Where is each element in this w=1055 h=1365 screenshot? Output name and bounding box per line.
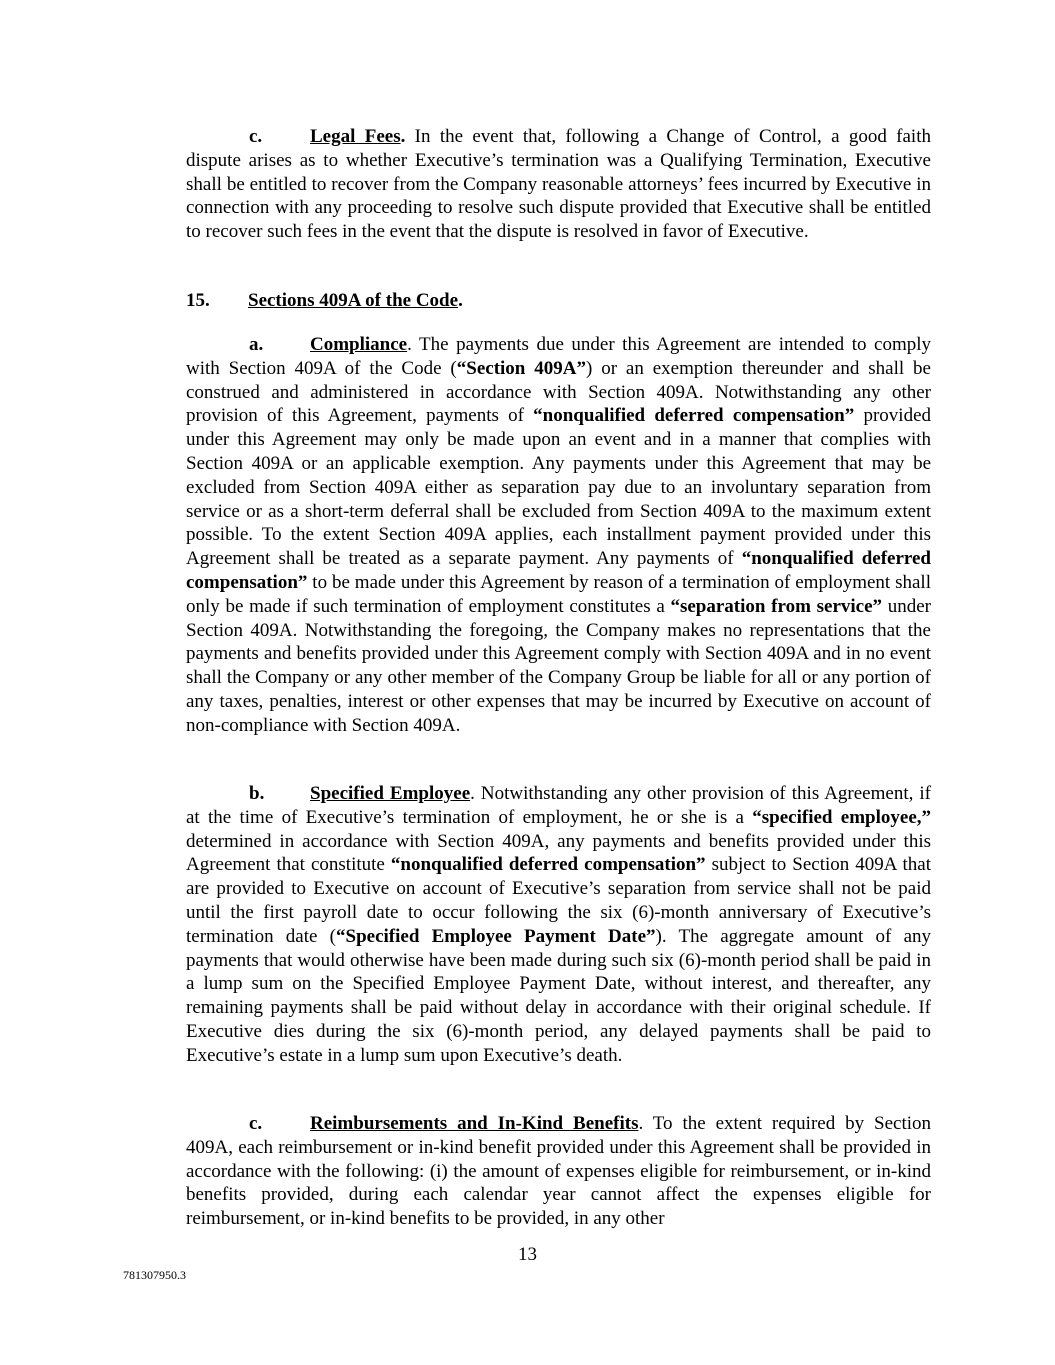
text-run: to be made under this Agreement by reason of a termination of employment shall only be made if such termination of employment constitutes a: [186, 571, 931, 617]
defined-term: “separation from service”: [670, 595, 883, 617]
section-title-period: .: [400, 126, 406, 147]
section-title: Compliance: [310, 334, 408, 355]
section-label: a.: [249, 334, 264, 355]
text-run: subject to Section 409A that are provided to Executive on account of Executive’s separation from service shall not be paid until the first payroll date to occur following the six (6)-month anniversary of Executive’s termination date (: [186, 854, 931, 947]
page-number: 13: [518, 1244, 537, 1265]
defined-term: “nonqualified deferred compensation”: [186, 548, 931, 593]
section-heading-period: .: [458, 290, 463, 311]
section-number: 15.: [186, 290, 210, 311]
defined-term: “Specified Employee Payment Date”: [336, 925, 656, 947]
text-run: provided under this Agreement may only be made upon an event and in a manner that complies with Section 409A or an applicable exemption. Any payments under this Agreement that may be excluded from Section 409A either as separation pay due to an involuntary separation from service or as a short-term deferral shall be excluded from Section 409A to the maximum extent possible. To the extent Section 409A applies, each installment payment provided under this Agreement shall be treated as a separate payment. Any payments of: [186, 405, 931, 570]
paragraph-reimbursements: [186, 1112, 931, 1231]
text-run: under Section 409A. Notwithstanding the foregoing, the Company makes no representations that the payments and benefits provided under this Agreement comply with Section 409A and in no event shall the Company or any other member of the Company Group be liable for all or any portion of any taxes, penalties, interest or other expenses that may be incurred by Executive on account of non-compliance with Section 409A.: [186, 595, 932, 736]
paragraph-specified-employee: [186, 782, 931, 1068]
section-title: Specified Employee: [310, 783, 471, 804]
text-run: determined in accordance with Section 409A, any payments and benefits provided under this Agreement that constitute: [186, 830, 931, 876]
text-run: ) or an exemption thereunder and shall be construed and administered in accordance with Section 409A. Notwithstanding any other provision of this Agreement, payments of: [186, 357, 931, 427]
defined-term: “Section 409A”: [456, 357, 586, 379]
section-label: c.: [249, 1113, 263, 1134]
paragraph-text: . To the extent required by Section 409A, each reimbursement or in-kind benefit provided under this Agreement shall be provided in accordance with the following: (i) the amount of expenses eligible for reimbursement, or in-kind benefits provided, during each calendar year cannot affect the expenses eligible for reimbursement, or in-kind benefits to be provided, in any other: [186, 1113, 931, 1230]
defined-term: “nonqualified deferred compensation”: [533, 405, 855, 427]
paragraph-compliance: [186, 333, 931, 738]
defined-term: “specified employee,”: [752, 806, 932, 828]
defined-term: “nonqualified deferred compensation”: [390, 854, 706, 876]
section-heading-409a: [186, 289, 463, 313]
section-label: b.: [249, 783, 265, 804]
section-label: c.: [249, 126, 263, 147]
text-run: . Notwithstanding any other provision of this Agreement, if at the time of Executive’s termination of employment, he or she is a: [186, 783, 931, 828]
text-run: . The payments due under this Agreement are intended to comply with Section 409A of the Code (: [186, 334, 931, 379]
paragraph-legal-fees: [186, 125, 931, 244]
section-title: Legal Fees: [310, 126, 401, 147]
text-run: ). The aggregate amount of any payments that would otherwise have been made during such six (6)-month period shall be paid in a lump sum on the Specified Employee Payment Date, without interest, and thereafter, any remaining payments shall be paid without delay in accordance with their original schedule. If Executive dies during the six (6)-month period, any delayed payments shall be paid to Executive’s estate in a lump sum upon Executive’s death.: [186, 925, 932, 1066]
paragraph-text: In the event that, following a Change of Control, a good faith dispute arises as to whether Executive’s termination was a Qualifying Termination, Executive shall be entitled to recover from the Company reasonable attorneys’ fees incurred by Executive in connection with any proceeding to resolve such dispute provided that Executive shall be entitled to recover such fees in the event that the dispute is resolved in favor of Executive.: [186, 126, 931, 243]
section-title: Reimbursements and In-Kind Benefits: [310, 1113, 639, 1134]
section-heading-title: Sections 409A of the Code: [248, 290, 459, 311]
document-id: 781307950.3: [123, 1268, 186, 1282]
